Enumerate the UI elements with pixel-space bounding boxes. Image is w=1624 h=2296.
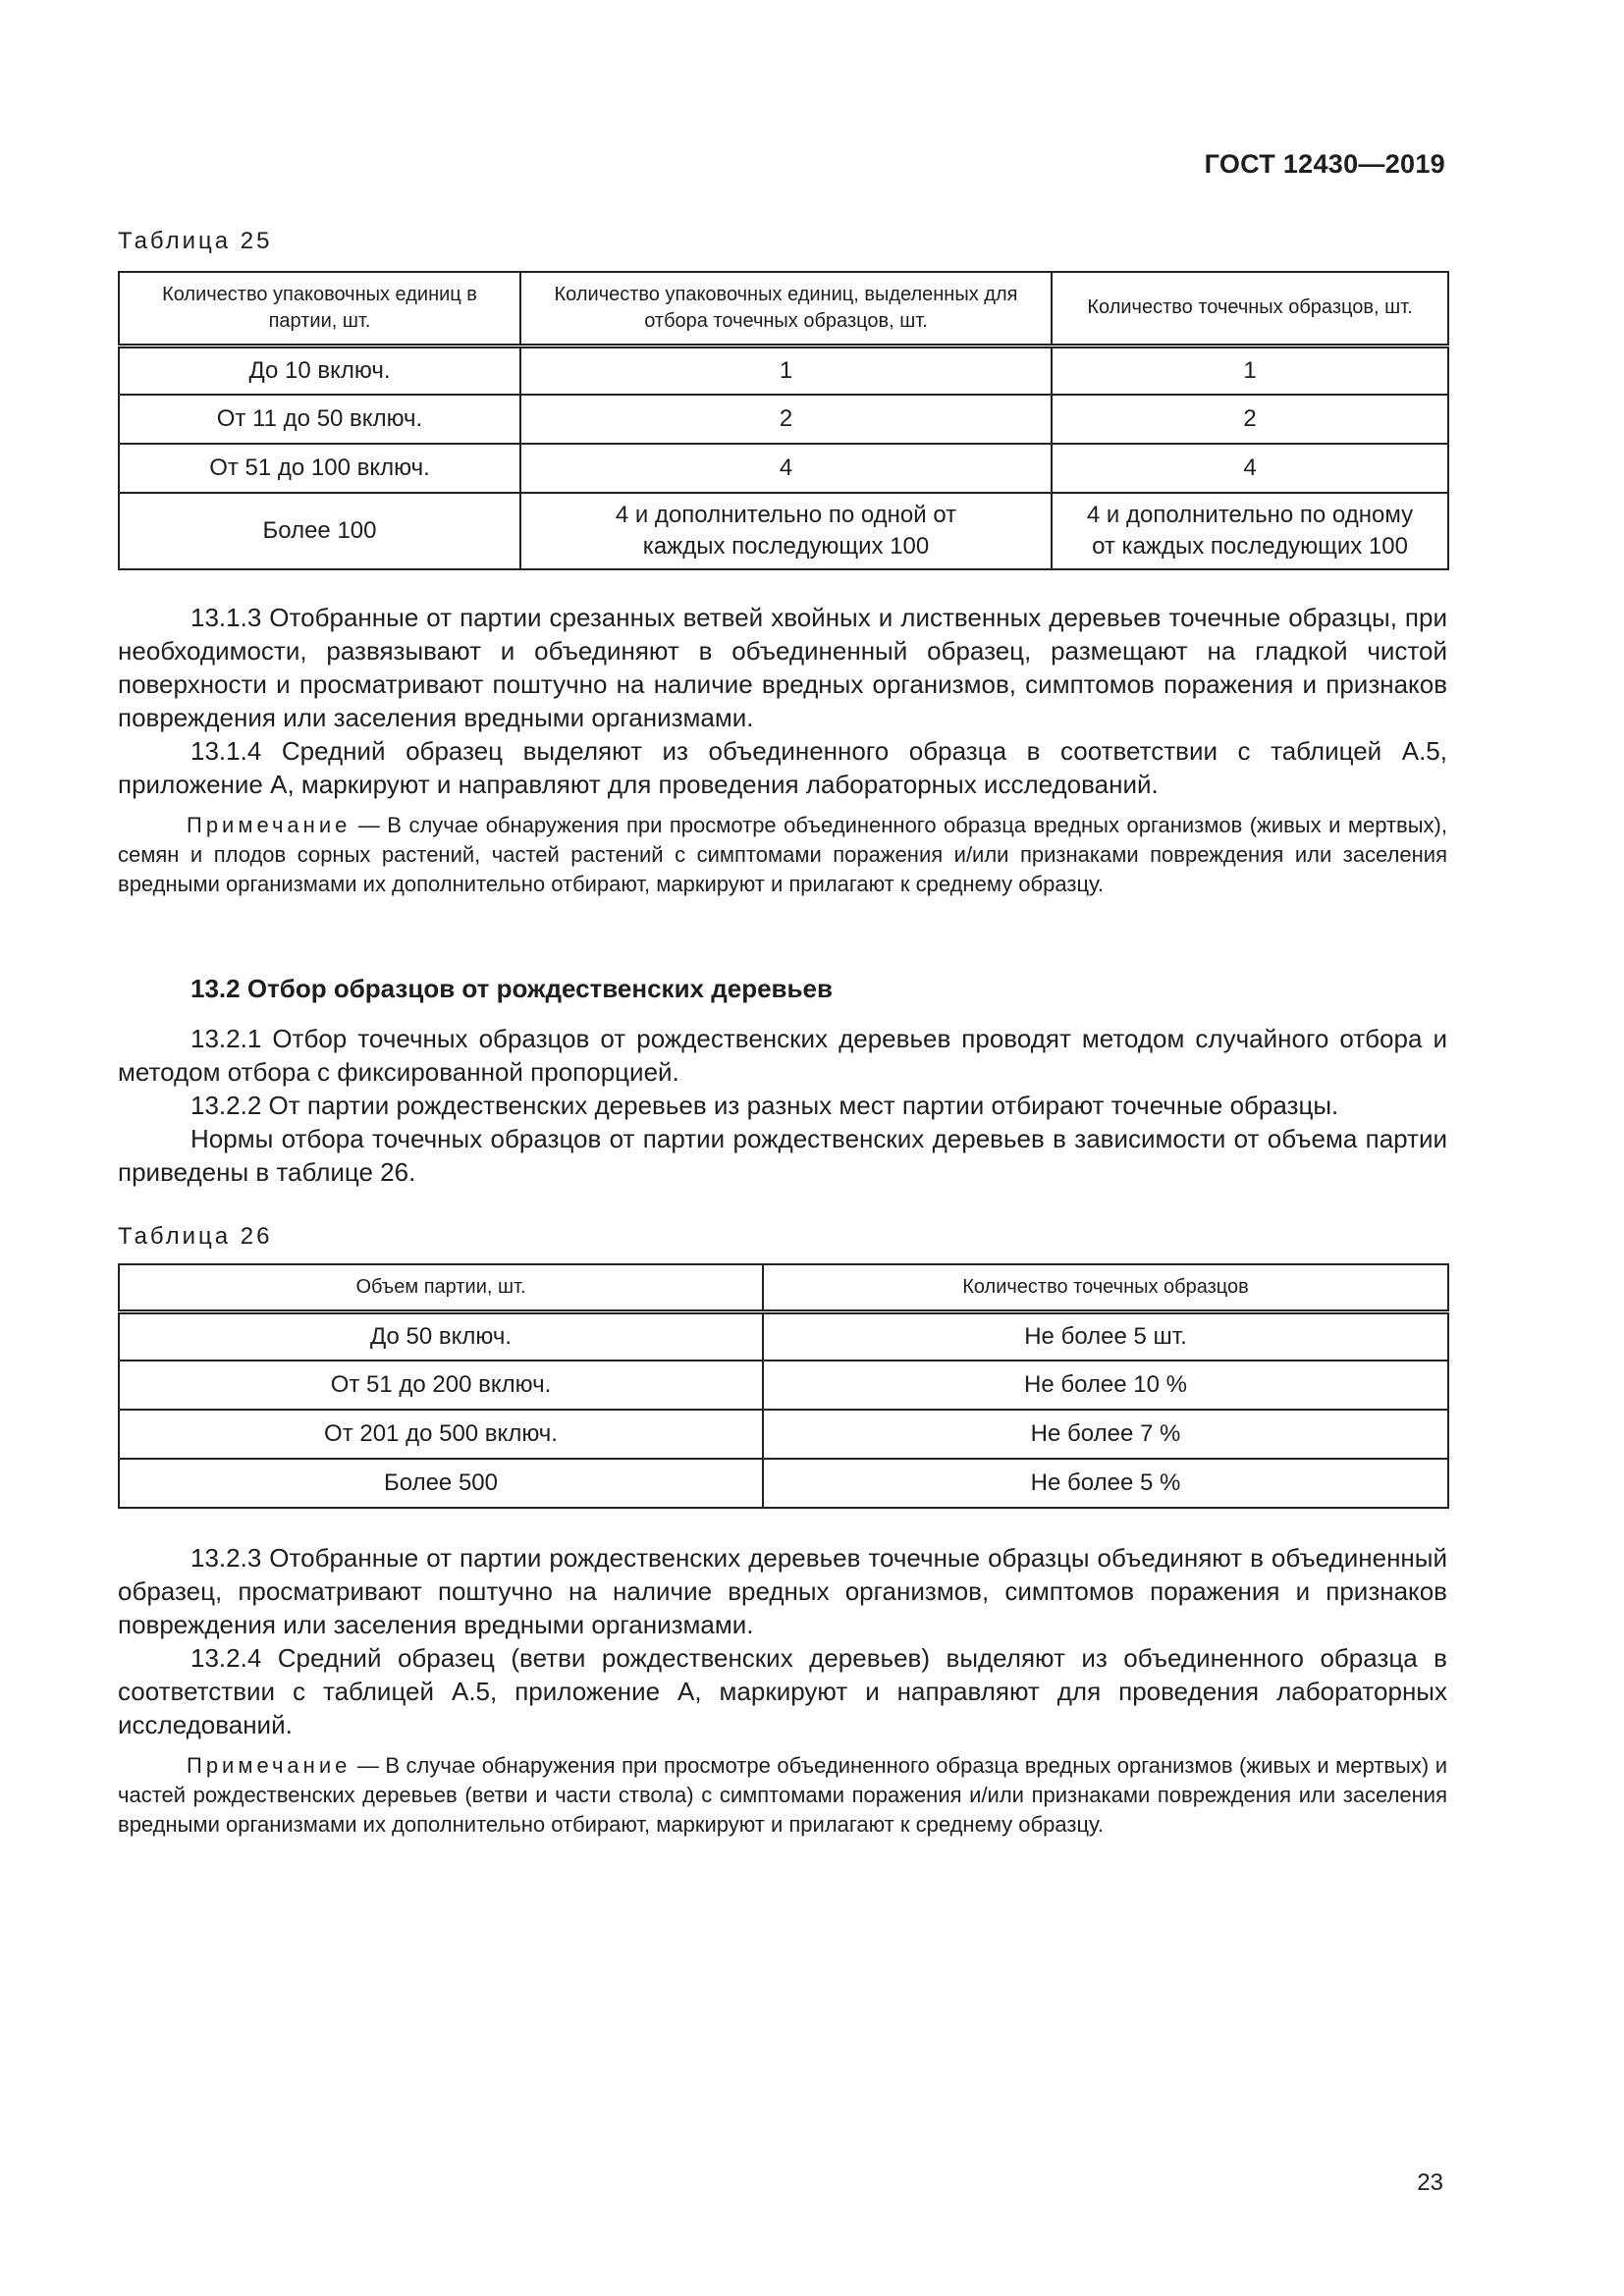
- section-heading-13-2: 13.2 Отбор образцов от рождественских деревьев: [190, 974, 833, 1003]
- table-row: [119, 444, 1448, 493]
- table-cell: От 11 до 50 включ.: [119, 395, 520, 444]
- table-cell: 4 и дополнительно по одному от каждых последующих 100: [1052, 493, 1448, 569]
- table-header-cell: Количество упаковочных единиц в партии, шт.: [119, 272, 520, 346]
- table-cell: 4 и дополнительно по одной от каждых последующих 100: [520, 493, 1052, 569]
- table-row: [119, 493, 1448, 569]
- table-25-caption: Таблица 25: [118, 228, 273, 254]
- table-cell: Не более 5 шт.: [763, 1311, 1448, 1361]
- note-label: Примечание: [187, 1753, 352, 1778]
- table-header-row: [119, 272, 1448, 346]
- table-cell: 1: [1052, 346, 1448, 395]
- table-cell: До 50 включ.: [119, 1311, 763, 1361]
- note-2: [118, 1751, 1447, 1840]
- table-header-row: [119, 1264, 1448, 1311]
- table-cell: 1: [520, 346, 1052, 395]
- table-cell: Не более 5 %: [763, 1459, 1448, 1508]
- table-26-caption: Таблица 26: [118, 1223, 273, 1250]
- paragraph-13-2-2: 13.2.2 От партии рождественских деревьев из разных мест партии отбирают точечные образцы.: [190, 1091, 1339, 1120]
- note-text: — В случае обнаружения при просмотре объединенного образца вредных организмов (живых и мертвых), семян и плодов сорных растений, частей растений с симптомами поражения и/или признаками повреждения или заселения вредными организмами их дополнительно отбирают, маркируют и прилагают к среднему образцу.: [118, 813, 1447, 896]
- page-number: 23: [1417, 2169, 1443, 2196]
- table-cell: Не более 10 %: [763, 1361, 1448, 1410]
- table-cell: От 51 до 200 включ.: [119, 1361, 763, 1410]
- table-row: [119, 1459, 1448, 1508]
- table-cell: От 201 до 500 включ.: [119, 1410, 763, 1459]
- note-label: Примечание: [187, 813, 352, 837]
- paragraph-13-1-4: 13.1.4 Средний образец выделяют из объединенного образца в соответствии с таблицей А.5, приложение А, маркируют и направляют для проведения лабораторных исследований.: [118, 736, 1447, 799]
- table-cell: Более 500: [119, 1459, 763, 1508]
- paragraph-norms: Нормы отбора точечных образцов от партии рождественских деревьев в зависимости от объема партии приведены в таблице 26.: [118, 1124, 1447, 1187]
- table-cell: От 51 до 100 включ.: [119, 444, 520, 493]
- table-row: [119, 395, 1448, 444]
- table-cell: 2: [1052, 395, 1448, 444]
- table-cell: 4: [520, 444, 1052, 493]
- table-cell: 4: [1052, 444, 1448, 493]
- paragraph-13-1-3: 13.1.3 Отобранные от партии срезанных ветвей хвойных и лиственных деревьев точечные образцы, при необходимости, развязывают и объединяют в объединенный образец, размещают на гладкой чистой поверхности и просматривают поштучно на наличие вредных организмов, симптомов поражения и признаков повреждения или заселения вредными организмами.: [118, 603, 1447, 732]
- table-header-cell: Количество точечных образцов: [763, 1264, 1448, 1311]
- table-26: [118, 1263, 1449, 1509]
- section-13-2-paragraphs-2: [118, 1541, 1447, 1741]
- table-row: [119, 1410, 1448, 1459]
- table-header-cell: Количество точечных образцов, шт.: [1052, 272, 1448, 346]
- section-13-2-paragraphs: [118, 1022, 1447, 1189]
- table-cell: 2: [520, 395, 1052, 444]
- table-header-cell: Количество упаковочных единиц, выделенных для отбора точечных образцов, шт.: [520, 272, 1052, 346]
- document-code: ГОСТ 12430—2019: [1204, 149, 1445, 179]
- table-row: [119, 1311, 1448, 1361]
- paragraph-13-2-4: 13.2.4 Средний образец (ветви рождественских деревьев) выделяют из объединенного образца в соответствии с таблицей А.5, приложение А, маркируют и направляют для проведения лабораторных исследований.: [118, 1643, 1447, 1739]
- paragraph-13-2-3: 13.2.3 Отобранные от партии рождественских деревьев точечные образцы объединяют в объединенный образец, просматривают поштучно на наличие вредных организмов, симптомов поражения и признаков повреждения или заселения вредными организмами.: [118, 1543, 1447, 1639]
- section-13-1-paragraphs: [118, 601, 1447, 801]
- paragraph-13-2-1: 13.2.1 Отбор точечных образцов от рождественских деревьев проводят методом случайного отбора и методом отбора с фиксированной пропорцией.: [118, 1024, 1447, 1087]
- table-cell: До 10 включ.: [119, 346, 520, 395]
- table-row: [119, 346, 1448, 395]
- table-cell: Более 100: [119, 493, 520, 569]
- note-1: [118, 811, 1447, 899]
- table-cell: Не более 7 %: [763, 1410, 1448, 1459]
- table-25: [118, 271, 1449, 570]
- note-text: — В случае обнаружения при просмотре объединенного образца вредных организмов (живых и мертвых) и частей рождественских деревьев (ветви и части ствола) с симптомами поражения и/или признаками повреждения или заселения вредными организмами их дополнительно отбирают, маркируют и прилагают к среднему образцу.: [118, 1753, 1447, 1837]
- table-row: [119, 1361, 1448, 1410]
- table-header-cell: Объем партии, шт.: [119, 1264, 763, 1311]
